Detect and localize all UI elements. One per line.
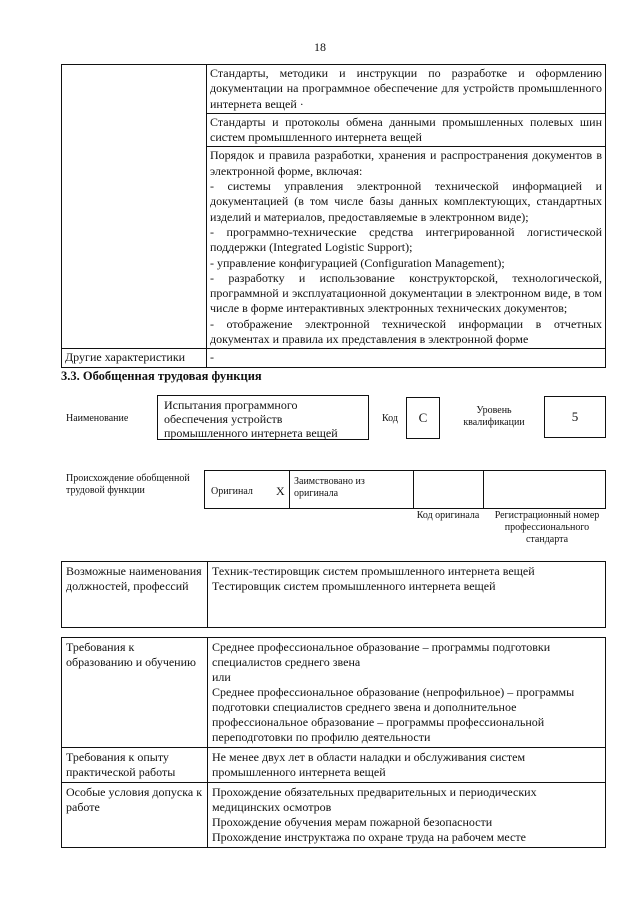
list-item: Среднее профессиональное образование (непрофильное) – программы подготовки специалистов среднего звена и дополнительное профессиональное образование – программы профессиональной переподготовки по профилю деятельности bbox=[212, 685, 575, 744]
level-value-box: 5 bbox=[544, 396, 606, 438]
divider bbox=[413, 470, 414, 509]
table-row bbox=[62, 638, 606, 748]
req-values bbox=[208, 638, 606, 748]
list-item: Среднее профессиональное образование – программы подготовки специалистов среднего звена bbox=[212, 640, 551, 669]
table-row bbox=[62, 349, 606, 367]
code-caption: Код оригинала bbox=[416, 510, 480, 521]
origin-original: Оригинал bbox=[211, 486, 253, 497]
req-label: Требования к опыту практической работы bbox=[62, 748, 208, 783]
page-number: 18 bbox=[314, 40, 326, 54]
list-item: Прохождение инструктажа по охране труда на рабочем месте bbox=[212, 830, 526, 844]
table-cell bbox=[207, 147, 606, 349]
paragraph: - управление конфигурацией (Configuration Management); bbox=[210, 255, 505, 270]
table-row bbox=[62, 748, 606, 783]
other-label: Другие характеристики bbox=[62, 349, 207, 367]
paragraph: - системы управления электронной технической информацией и документацией (в том числе базы данных комплектующих, стандартных изделий и материалов, предоставляемые в электронном виде); bbox=[210, 179, 602, 224]
list-item: Техник-тестировщик систем промышленного интернета вещей bbox=[212, 564, 535, 578]
paragraph: - программно-технические средства интегрированной логистической поддержки (Integrated Logistic Support); bbox=[210, 224, 602, 255]
req-label: Требования к образованию и обучению bbox=[62, 638, 208, 748]
section-title: 3.3. Обобщенная трудовая функция bbox=[61, 369, 262, 383]
divider bbox=[289, 470, 290, 509]
origin-label: Происхождение обобщенной трудовой функции bbox=[66, 473, 190, 496]
level-label: Уровень квалификации bbox=[463, 405, 525, 428]
requirements-table bbox=[61, 637, 606, 848]
req-values bbox=[208, 748, 606, 783]
origin-borrowed: Заимствовано из оригинала bbox=[294, 476, 365, 499]
table-row bbox=[62, 65, 606, 114]
other-value: - bbox=[207, 349, 606, 367]
origin-mark: X bbox=[276, 484, 285, 498]
function-name-box: Испытания программного обеспечения устройств промышленного интернета вещей bbox=[157, 395, 369, 440]
list-item: или bbox=[212, 670, 231, 684]
divider bbox=[483, 470, 484, 509]
name-label: Наименование bbox=[66, 413, 129, 424]
list-item: Прохождение обучения мерам пожарной безопасности bbox=[212, 815, 493, 829]
paragraph: - разработку и использование конструкторской, технологической, программной и эксплуатационной документации в электронном виде, в том числе в форме интерактивных электронных технических документов; bbox=[210, 270, 602, 316]
req-label: Особые условия допуска к работе bbox=[62, 783, 208, 848]
positions-label: Возможные наименования должностей, профессий bbox=[62, 562, 208, 628]
table-cell: Стандарты и протоколы обмена данными промышленных полевых шин систем промышленного интернета вещей bbox=[207, 113, 606, 147]
list-item: Не менее двух лет в области наладки и обслуживания систем промышленного интернета вещей bbox=[212, 750, 526, 779]
req-values bbox=[208, 783, 606, 848]
code-label: Код bbox=[382, 413, 398, 424]
list-item: Прохождение обязательных предварительных и периодических медицинских осмотров bbox=[212, 785, 537, 814]
table-row bbox=[62, 562, 606, 628]
paragraph: Порядок и правила разработки, хранения и распространения документов в электронной форме, включая: bbox=[210, 148, 602, 178]
positions-values bbox=[208, 562, 606, 628]
positions-table bbox=[61, 561, 606, 628]
code-value-box: C bbox=[406, 397, 440, 439]
knowledge-table bbox=[61, 64, 606, 368]
paragraph: - отображение электронной технической информации в отчетных документах и правила их представления в электронной форме bbox=[210, 316, 602, 347]
table-row bbox=[62, 783, 606, 848]
reg-caption: Регистрационный номер профессионального стандарта bbox=[494, 510, 600, 545]
empty-cell bbox=[62, 65, 207, 349]
table-cell: Стандарты, методики и инструкции по разработке и оформлению документации на программное обеспечение для устройств промышленного интернета вещей · bbox=[207, 65, 606, 114]
list-item: Тестировщик систем промышленного интернета вещей bbox=[212, 579, 496, 593]
